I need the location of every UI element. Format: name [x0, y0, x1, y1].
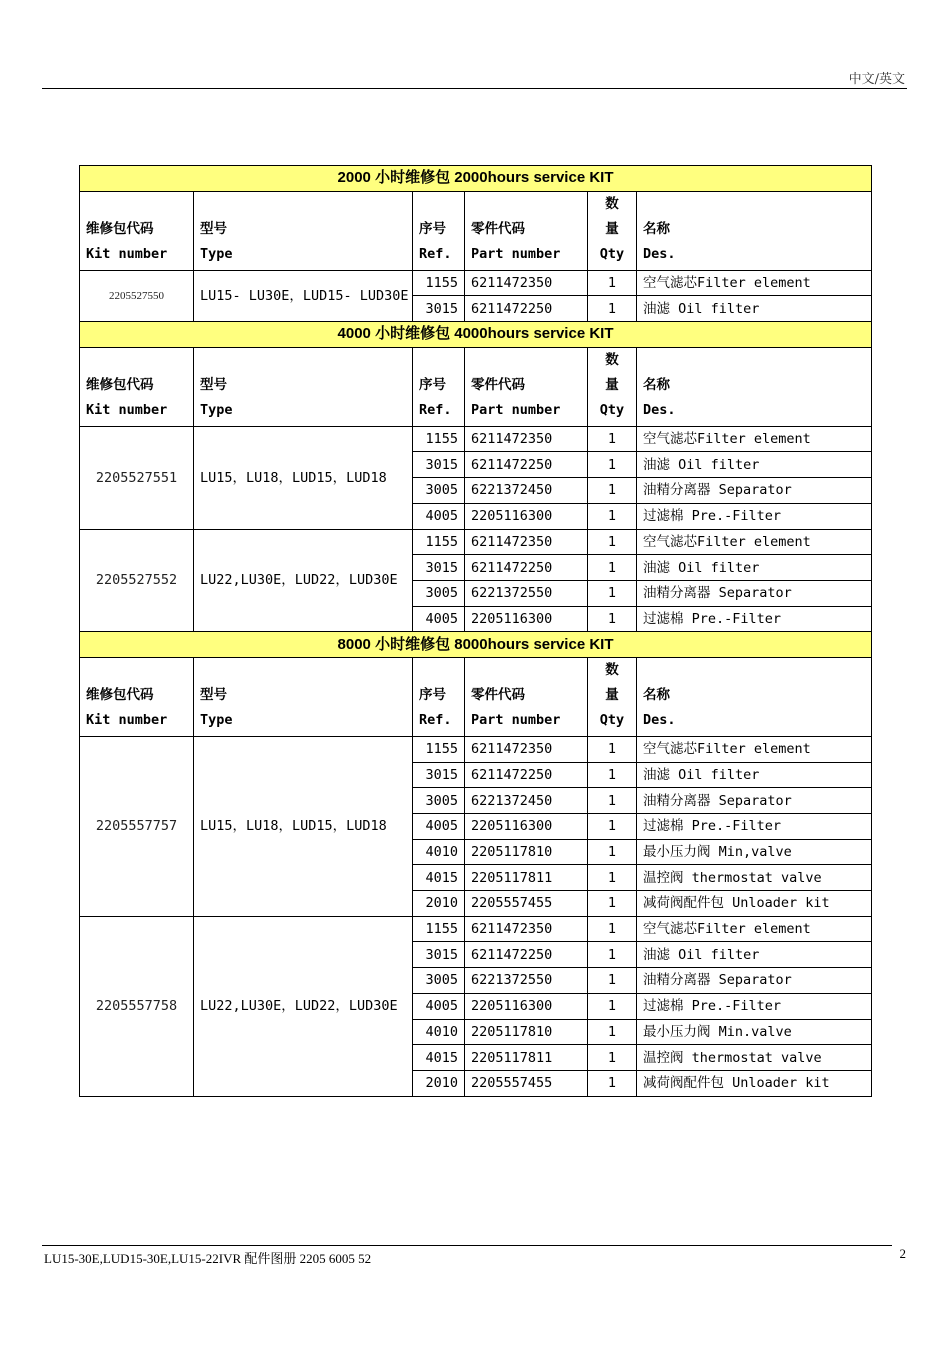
ref-cell: 3015 [413, 452, 465, 478]
ref-cell: 2010 [413, 891, 465, 917]
description-cell: 过滤棉 Pre.-Filter [637, 503, 872, 529]
header-part-cn: 零件代码 [471, 376, 525, 393]
header-type-cn: 型号 [200, 220, 227, 237]
qty-cell: 1 [588, 1070, 637, 1096]
type-cell: LU15，LU18，LUD15，LUD18 [194, 736, 413, 916]
part-number-cell: 6211472350 [465, 426, 588, 452]
description-cell: 油滤 Oil filter [637, 762, 872, 788]
header-kit-number [80, 347, 194, 426]
header-type-cn: 型号 [200, 686, 227, 703]
ref-cell: 4005 [413, 993, 465, 1019]
description-cell: 过滤棉 Pre.-Filter [637, 814, 872, 840]
part-number-cell: 2205117810 [465, 839, 588, 865]
header-qty [588, 657, 637, 736]
header-qty-cn2: 量 [605, 220, 619, 237]
header-description [637, 657, 872, 736]
part-number-cell: 6211472350 [465, 529, 588, 555]
description-cell: 油滤 Oil filter [637, 296, 872, 322]
header-kit-en: Kit number [86, 711, 168, 728]
part-number-cell: 6211472250 [465, 452, 588, 478]
header-qty-en: Qty [599, 401, 625, 418]
qty-cell: 1 [588, 814, 637, 840]
qty-cell: 1 [588, 555, 637, 581]
header-ref-en: Ref. [419, 711, 452, 728]
header-kit-cn: 维修包代码 [86, 686, 154, 703]
header-type [194, 191, 413, 270]
footer-divider [42, 1245, 892, 1246]
part-number-cell: 6221372450 [465, 478, 588, 504]
column-header-row [80, 191, 872, 270]
ref-cell: 1155 [413, 736, 465, 762]
ref-cell: 3015 [413, 296, 465, 322]
kit-number-cell: 2205527551 [80, 426, 194, 529]
ref-cell: 4005 [413, 606, 465, 632]
description-cell: 油精分离器 Separator [637, 788, 872, 814]
part-number-cell: 2205117810 [465, 1019, 588, 1045]
part-number-cell: 6211472350 [465, 916, 588, 942]
language-label: 中文/英文 [848, 72, 905, 87]
part-number-cell: 6211472250 [465, 555, 588, 581]
header-qty-cn2: 量 [605, 376, 619, 393]
header-type-cn: 型号 [200, 376, 227, 393]
part-number-cell: 2205117811 [465, 865, 588, 891]
header-qty-cn1: 数 [605, 195, 619, 212]
ref-cell: 3005 [413, 788, 465, 814]
qty-cell: 1 [588, 839, 637, 865]
qty-cell: 1 [588, 736, 637, 762]
description-cell: 空气滤芯Filter element [637, 529, 872, 555]
description-cell: 油滤 Oil filter [637, 452, 872, 478]
footer-title: LU15-30E,LUD15-30E,LU15-22IVR 配件图册 2205 6005 52 [44, 1251, 372, 1266]
qty-cell: 1 [588, 270, 637, 296]
header-kit-en: Kit number [86, 245, 168, 262]
column-header-row [80, 347, 872, 426]
header-type [194, 657, 413, 736]
table-row [80, 916, 872, 942]
description-cell: 空气滤芯Filter element [637, 736, 872, 762]
header-part-en: Part number [471, 245, 561, 262]
header-des-en: Des. [643, 711, 676, 728]
description-cell: 空气滤芯Filter element [637, 426, 872, 452]
part-number-cell: 2205116300 [465, 503, 588, 529]
column-header-row [80, 657, 872, 736]
ref-cell: 4010 [413, 839, 465, 865]
header-part-number [465, 347, 588, 426]
description-cell: 最小压力阀 Min.valve [637, 1019, 872, 1045]
type-cell: LU15- LU30E，LUD15- LUD30E [194, 270, 413, 321]
ref-cell: 1155 [413, 529, 465, 555]
part-number-cell: 2205116300 [465, 606, 588, 632]
section-title: 8000 小时维修包 8000hours service KIT [80, 632, 872, 658]
qty-cell: 1 [588, 580, 637, 606]
part-number-cell: 6221372450 [465, 788, 588, 814]
kit-number-cell: 2205527552 [80, 529, 194, 632]
section-title-row [80, 632, 872, 658]
ref-cell: 3005 [413, 968, 465, 994]
header-qty-en: Qty [599, 245, 625, 262]
section-title: 2000 小时维修包 2000hours service KIT [80, 166, 872, 192]
header-ref [413, 191, 465, 270]
part-number-cell: 6221372550 [465, 580, 588, 606]
page-number: 2 [899, 1246, 906, 1261]
ref-cell: 4010 [413, 1019, 465, 1045]
header-des-cn: 名称 [643, 686, 670, 703]
qty-cell: 1 [588, 865, 637, 891]
ref-cell: 3015 [413, 555, 465, 581]
header-kit-number [80, 191, 194, 270]
qty-cell: 1 [588, 916, 637, 942]
type-cell: LU22,LU30E，LUD22，LUD30E [194, 916, 413, 1096]
ref-cell: 4015 [413, 865, 465, 891]
part-number-cell: 6221372550 [465, 968, 588, 994]
header-type-en: Type [200, 245, 233, 262]
header-ref [413, 657, 465, 736]
ref-cell: 1155 [413, 916, 465, 942]
part-number-cell: 2205557455 [465, 1070, 588, 1096]
ref-cell: 3005 [413, 580, 465, 606]
qty-cell: 1 [588, 503, 637, 529]
section-title: 4000 小时维修包 4000hours service KIT [80, 322, 872, 348]
header-kit-cn: 维修包代码 [86, 220, 154, 237]
service-kit-table [79, 165, 872, 1097]
qty-cell: 1 [588, 452, 637, 478]
header-part-en: Part number [471, 401, 561, 418]
qty-cell: 1 [588, 942, 637, 968]
qty-cell: 1 [588, 788, 637, 814]
part-number-cell: 6211472250 [465, 942, 588, 968]
header-ref-en: Ref. [419, 401, 452, 418]
ref-cell: 2010 [413, 1070, 465, 1096]
header-des-cn: 名称 [643, 220, 670, 237]
header-type-en: Type [200, 711, 233, 728]
header-ref [413, 347, 465, 426]
header-qty-en: Qty [599, 711, 625, 728]
description-cell: 过滤棉 Pre.-Filter [637, 993, 872, 1019]
header-qty [588, 347, 637, 426]
kit-number-cell: 2205557757 [80, 736, 194, 916]
qty-cell: 1 [588, 478, 637, 504]
header-divider [42, 88, 907, 89]
header-des-cn: 名称 [643, 376, 670, 393]
header-kit-en: Kit number [86, 401, 168, 418]
part-number-cell: 6211472250 [465, 762, 588, 788]
table-row [80, 426, 872, 452]
qty-cell: 1 [588, 296, 637, 322]
description-cell: 油精分离器 Separator [637, 580, 872, 606]
part-number-cell: 2205117811 [465, 1045, 588, 1071]
part-number-cell: 2205557455 [465, 891, 588, 917]
header-des-en: Des. [643, 401, 676, 418]
ref-cell: 1155 [413, 270, 465, 296]
ref-cell: 3005 [413, 478, 465, 504]
header-part-number [465, 191, 588, 270]
part-number-cell: 2205116300 [465, 814, 588, 840]
section-title-row [80, 166, 872, 192]
qty-cell: 1 [588, 1019, 637, 1045]
header-part-number [465, 657, 588, 736]
header-ref-cn: 序号 [419, 686, 446, 703]
ref-cell: 3015 [413, 942, 465, 968]
type-cell: LU22,LU30E，LUD22，LUD30E [194, 529, 413, 632]
description-cell: 过滤棉 Pre.-Filter [637, 606, 872, 632]
description-cell: 温控阀 thermostat valve [637, 1045, 872, 1071]
section-title-row [80, 322, 872, 348]
qty-cell: 1 [588, 529, 637, 555]
description-cell: 油精分离器 Separator [637, 478, 872, 504]
header-part-cn: 零件代码 [471, 686, 525, 703]
header-description [637, 191, 872, 270]
header-kit-number [80, 657, 194, 736]
header-type [194, 347, 413, 426]
description-cell: 减荷阀配件包 Unloader kit [637, 891, 872, 917]
part-number-cell: 2205116300 [465, 993, 588, 1019]
kit-number-cell: 2205527550 [80, 270, 194, 321]
qty-cell: 1 [588, 891, 637, 917]
ref-cell: 4015 [413, 1045, 465, 1071]
header-type-en: Type [200, 401, 233, 418]
part-number-cell: 6211472350 [465, 270, 588, 296]
ref-cell: 4005 [413, 814, 465, 840]
qty-cell: 1 [588, 1045, 637, 1071]
qty-cell: 1 [588, 968, 637, 994]
qty-cell: 1 [588, 762, 637, 788]
header-des-en: Des. [643, 245, 676, 262]
description-cell: 油滤 Oil filter [637, 942, 872, 968]
table-row [80, 736, 872, 762]
header-ref-en: Ref. [419, 245, 452, 262]
header-part-en: Part number [471, 711, 561, 728]
header-ref-cn: 序号 [419, 220, 446, 237]
header-ref-cn: 序号 [419, 376, 446, 393]
part-number-cell: 6211472350 [465, 736, 588, 762]
header-qty [588, 191, 637, 270]
header-qty-cn1: 数 [605, 661, 619, 678]
qty-cell: 1 [588, 426, 637, 452]
part-number-cell: 6211472250 [465, 296, 588, 322]
header-description [637, 347, 872, 426]
qty-cell: 1 [588, 993, 637, 1019]
description-cell: 最小压力阀 Min,valve [637, 839, 872, 865]
description-cell: 空气滤芯Filter element [637, 270, 872, 296]
description-cell: 空气滤芯Filter element [637, 916, 872, 942]
kit-number-cell: 2205557758 [80, 916, 194, 1096]
description-cell: 温控阀 thermostat valve [637, 865, 872, 891]
ref-cell: 4005 [413, 503, 465, 529]
table-row [80, 270, 872, 296]
header-part-cn: 零件代码 [471, 220, 525, 237]
qty-cell: 1 [588, 606, 637, 632]
header-qty-cn1: 数 [605, 351, 619, 368]
description-cell: 减荷阀配件包 Unloader kit [637, 1070, 872, 1096]
table-row [80, 529, 872, 555]
header-kit-cn: 维修包代码 [86, 376, 154, 393]
description-cell: 油滤 Oil filter [637, 555, 872, 581]
ref-cell: 3015 [413, 762, 465, 788]
header-qty-cn2: 量 [605, 686, 619, 703]
description-cell: 油精分离器 Separator [637, 968, 872, 994]
type-cell: LU15，LU18，LUD15，LUD18 [194, 426, 413, 529]
ref-cell: 1155 [413, 426, 465, 452]
